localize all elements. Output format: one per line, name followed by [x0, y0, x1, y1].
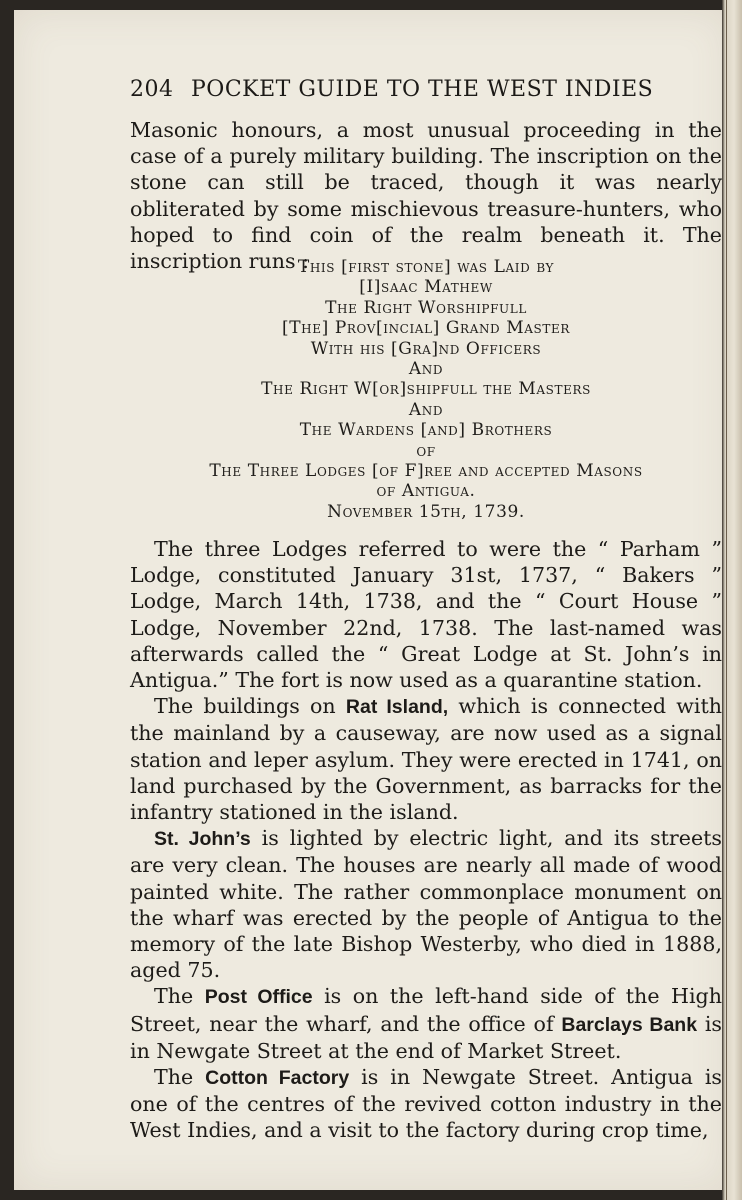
inscription: [130, 257, 722, 522]
inscription-line: The Right W[or]shipfull the Masters: [261, 379, 591, 400]
inscription-line: This [first stone] was Laid by: [297, 257, 555, 277]
bold-term-rat-island: Rat Island,: [345, 696, 449, 719]
inscription-line: And: [408, 359, 444, 380]
page-gutter: [722, 0, 742, 1200]
inscription-line: November 15th, 1739.: [327, 501, 525, 522]
paragraph-post-office: [130, 983, 722, 1064]
inscription-line: [I]saac Mathew: [359, 277, 493, 298]
paragraph-st-johns: [130, 825, 722, 983]
inscription-line: The Right Worshipfull: [325, 297, 527, 318]
inscription-line: The Three Lodges [of F]ree and accepted Masons: [209, 461, 643, 482]
paragraph-cotton-factory: [130, 1064, 722, 1144]
inscription-line: And: [408, 399, 444, 420]
bold-term-cotton-factory: Cotton Factory: [205, 1067, 350, 1090]
bold-term-st-johns: St. John’s: [154, 828, 251, 851]
text-run: is lighted by electric light, and its streets are very clean. The houses are nearly all made of wood painted white. The rather commonplace monument on the wharf was erected by the people of Antigua to the memory of the late Bishop Westerby, who died in 1888, aged 75.: [130, 826, 722, 983]
inscription-line: With his [Gra]nd Officers: [310, 338, 542, 359]
text-run: The: [154, 984, 205, 1009]
inscription-line: of Antigua.: [376, 481, 476, 502]
book-title: POCKET GUIDE TO THE WEST INDIES: [191, 77, 654, 102]
text-run: The buildings on: [154, 694, 346, 719]
bold-term-post-office: Post Office: [204, 986, 313, 1009]
text-run: The: [154, 1065, 206, 1090]
body-text: [130, 536, 722, 1144]
paragraph-masonic-honours: [130, 117, 722, 274]
bold-term-barclays-bank: Barclays Bank: [561, 1013, 698, 1036]
text-run: is on the left-hand side of the High Street, near the wharf, and the office of: [130, 984, 722, 1036]
text-run: is in Newgate Street. Antigua is one of the centres of the revived cotton industry in the West Indies, and a visit to the factory during crop time,: [130, 1065, 722, 1143]
text-run: which is connected with the mainland by a causeway, are now used as a signal station and leper asylum. They were erected in 1741, on land purchased by the Government, as barracks for the infantry stationed in the island.: [130, 694, 723, 825]
inscription-line: of: [416, 440, 436, 461]
inscription-line: The Wardens [and] Brothers: [299, 420, 553, 441]
inscription-line: [The] Prov[incial] Grand Master: [282, 318, 570, 339]
gutter-edge-line: [726, 0, 727, 1200]
text-run: is in Newgate Street at the end of Market Street.: [130, 1011, 722, 1063]
page-number: 204: [130, 77, 174, 102]
paragraph-rat-island: [130, 693, 722, 825]
paragraph-lodges: The three Lodges referred to were the “ Parham ” Lodge, constituted January 31st, 1737, “ Bakers ” Lodge, March 14th, 1738, and the “ Court House ” Lodge, November 22nd, 1738. The last-named was afterwards called the “ Great Lodge at St. John’s in Antigua.” The fort is now used as a quarantine station.: [130, 537, 722, 693]
running-head: [130, 77, 690, 102]
paragraph-text: Masonic honours, a most unusual proceeding in the case of a purely military building. The inscription on the stone can still be traced, though it was nearly obliterated by some mischievous treasure-hunters, who hoped to find coin of the realm beneath it. The inscription runs :: [130, 118, 722, 274]
